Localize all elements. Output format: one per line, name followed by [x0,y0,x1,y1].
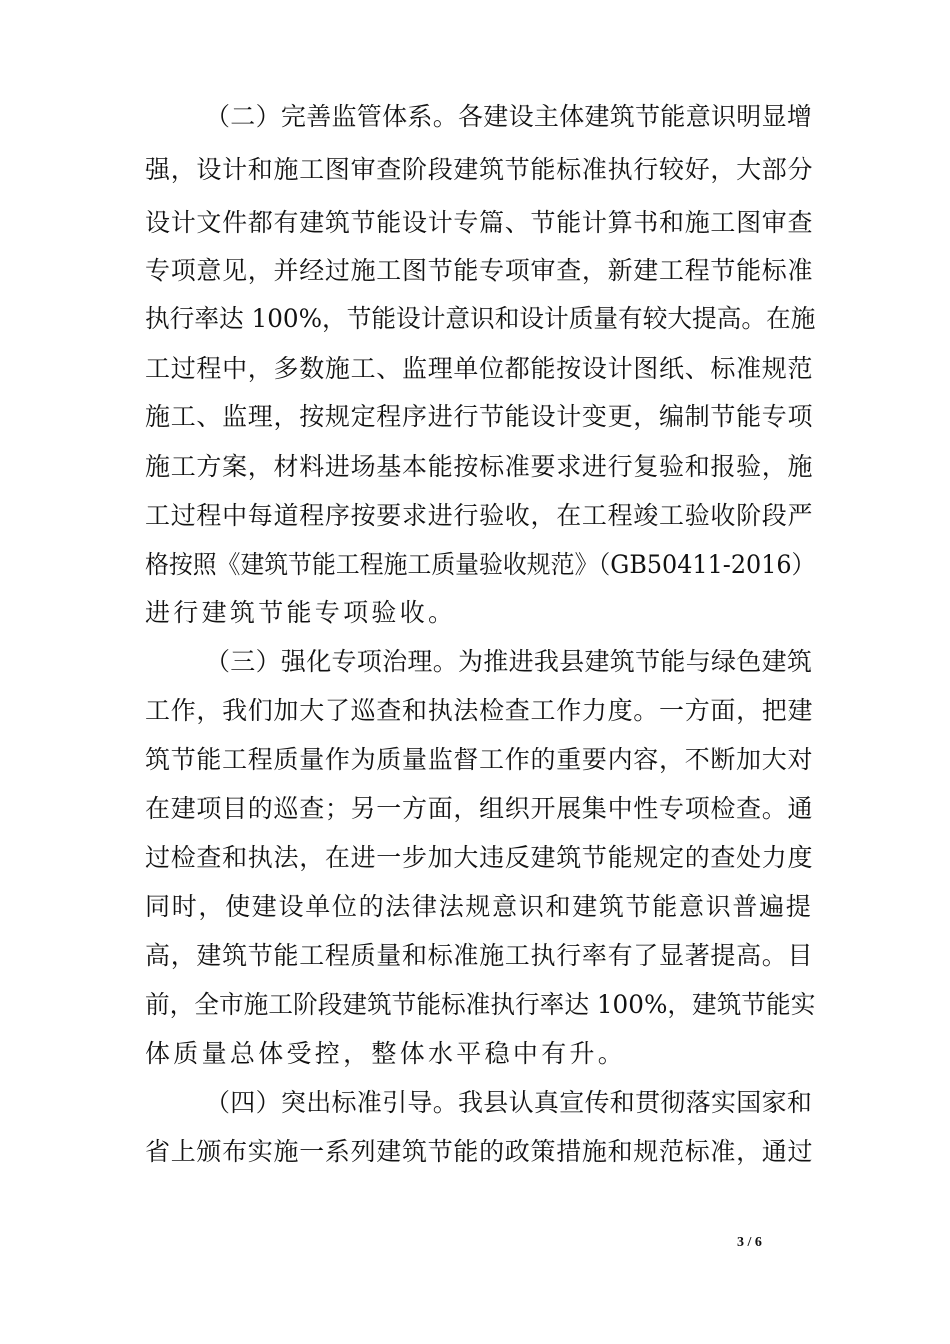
paragraph-3-line-6: 同时，使建设单位的法律法规意识和建筑节能意识普遍提 [145,892,813,921]
paragraph-3-line-7: 高，建筑节能工程质量和标准施工执行率有了显著提高。目 [145,941,814,970]
paragraph-3-line-8: 前，全市施工阶段建筑节能标准执行率达 100%，建筑节能实 [145,990,816,1019]
paragraph-3-line-9: 体质量总体受控，整体水平稳中有升。 [145,1039,627,1068]
paragraph-3-line-3: 筑节能工程质量作为质量监督工作的重要内容，不断加大对 [145,745,814,774]
paragraph-4-line-1: （四）突出标准引导。我县认真宣传和贯彻落实国家和 [205,1088,813,1117]
paragraph-2-line-11: 进行建筑节能专项验收。 [145,598,457,627]
paragraph-3-line-2: 工作，我们加大了巡查和执法检查工作力度。一方面，把建 [145,696,814,725]
paragraph-2-line-7: 施工、监理，按规定程序进行节能设计变更，编制节能专项 [145,402,814,431]
paragraph-2-line-10: 格按照《建筑节能工程施工质量验收规范》（GB50411-2016） [145,550,816,579]
paragraph-2-line-8: 施工方案，材料进场基本能按标准要求进行复验和报验，施 [145,452,814,481]
paragraph-2-line-1: （二）完善监管体系。各建设主体建筑节能意识明显增 [205,102,813,131]
paragraph-4-line-2: 省上颁布实施一系列建筑节能的政策措施和规范标准，通过 [145,1137,814,1166]
paragraph-2-line-2: 强，设计和施工图审查阶段建筑节能标准执行较好，大部分 [145,155,814,184]
paragraph-2-line-5: 执行率达 100%，节能设计意识和设计质量有较大提高。在施 [145,304,816,333]
paragraph-3-line-4: 在建项目的巡查；另一方面，组织开展集中性专项检查。通 [145,794,814,823]
paragraph-2-line-4: 专项意见，并经过施工图节能专项审查，新建工程节能标准 [145,256,814,285]
paragraph-3-line-5: 过检查和执法，在进一步加大违反建筑节能规定的查处力度 [145,843,814,872]
paragraph-2-line-9: 工过程中每道程序按要求进行验收，在工程竣工验收阶段严 [145,501,814,530]
paragraph-2-line-6: 工过程中，多数施工、监理单位都能按设计图纸、标准规范 [145,354,814,383]
paragraph-3-line-1: （三）强化专项治理。为推进我县建筑节能与绿色建筑 [205,647,813,676]
page-number: 3 / 6 [737,1235,762,1250]
paragraph-2-line-3: 设计文件都有建筑节能设计专篇、节能计算书和施工图审查 [145,208,814,237]
